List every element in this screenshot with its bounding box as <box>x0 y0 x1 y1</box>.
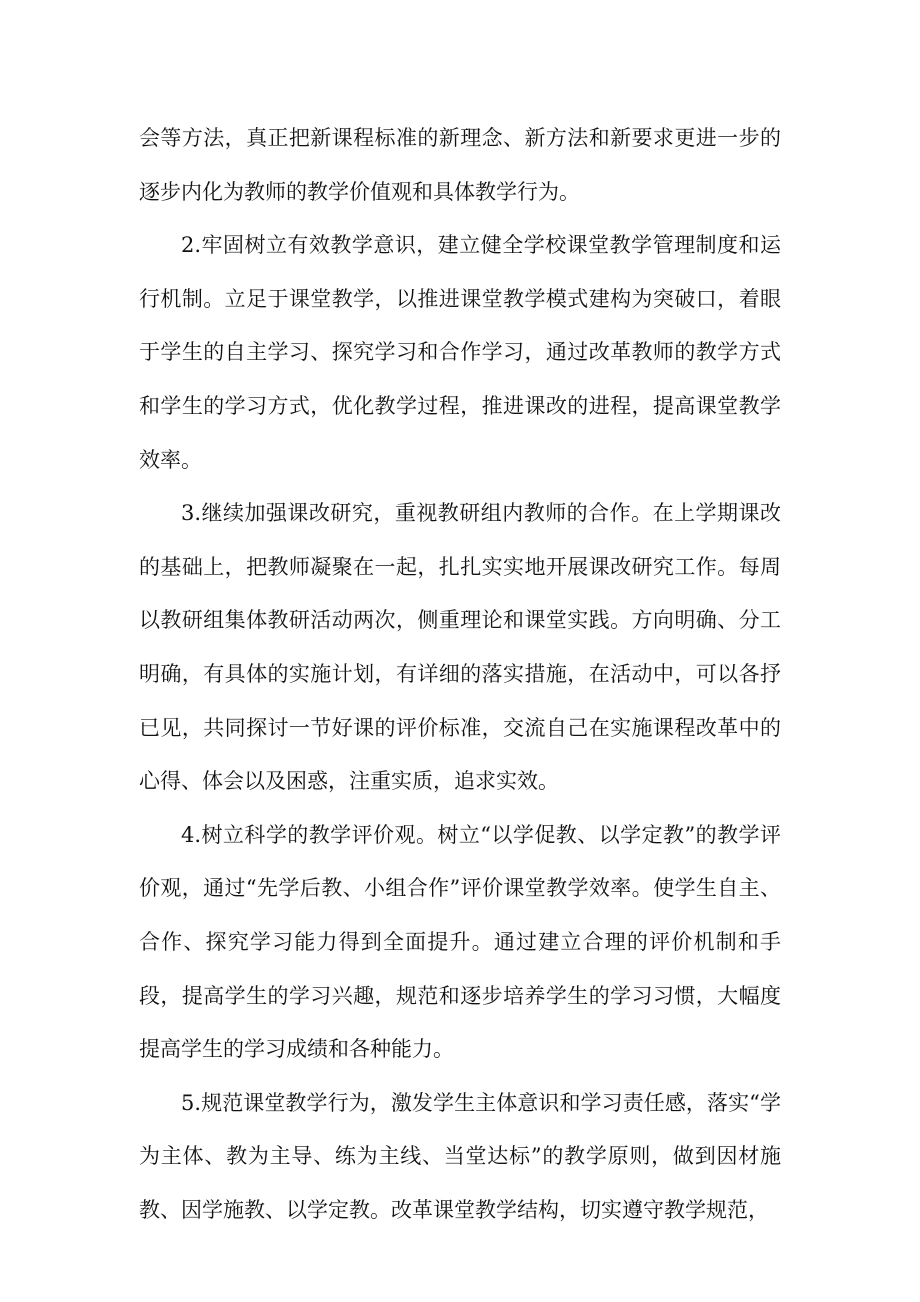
paragraph-item-3: 3.继续加强课改研究，重视教研组内教师的合作。在上学期课改的基础上，把教师凝聚在一起，扎扎实实地开展课改研究工作。每周以教研组集体教研活动两次，侧重理论和课堂实践。方向明确、分工明确，有具体的实施计划，有详细的落实措施，在活动中，可以各抒已见，共同探讨一节好课的评价标准，交流自己在实施课程改革中的心得、体会以及困惑，注重实质，追求实效。 <box>139 501 781 794</box>
document-body <box>139 112 781 1237</box>
paragraph-item-2: 2.牢固树立有效教学意识，建立健全学校课堂教学管理制度和运行机制。立足于课堂教学，以推进课堂教学模式建构为突破口，着眼于学生的自主学习、探究学习和合作学习，通过改革教师的教学方式和学生的学习方式，优化教学过程，推进课改的进程，提高课堂教学效率。 <box>139 233 781 472</box>
paragraph-item-5: 5.规范课堂教学行为，激发学生主体意识和学习责任感，落实“学为主体、教为主导、练为主线、当堂达标”的教学原则，做到因材施教、因学施教、以学定教。改革课堂教学结构，切实遵守教学规范， <box>139 1090 781 1222</box>
paragraph-continuation: 会等方法，真正把新课程标准的新理念、新方法和新要求更进一步的逐步内化为教师的教学价值观和具体教学行为。 <box>139 126 781 204</box>
paragraph-item-4: 4.树立科学的教学评价观。树立“以学促教、以学定教”的教学评价观，通过“先学后教、小组合作”评价课堂教学效率。使学生自主、合作、探究学习能力得到全面提升。通过建立合理的评价机制和手段，提高学生的学习兴趣，规范和逐步培养学生的学习习惯，大幅度提高学生的学习成绩和各种能力。 <box>139 822 781 1062</box>
